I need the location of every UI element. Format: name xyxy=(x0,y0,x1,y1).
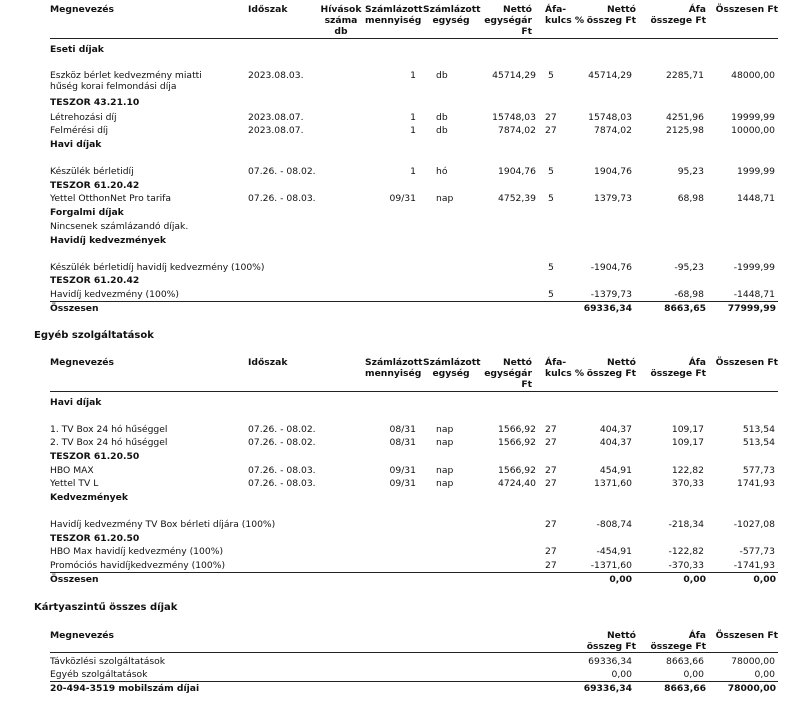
row-name: Havidíj kedvezmény (100%) xyxy=(50,289,179,300)
teszor-code: TESZOR 61.20.42 xyxy=(50,180,140,191)
row-unit-price: 1566,92 xyxy=(498,465,536,476)
row-name: Promóciós havidíjkedvezmény (100%) xyxy=(50,560,226,571)
total-amount: 0,00 xyxy=(753,574,776,585)
group-heading: Havi díjak xyxy=(50,139,102,150)
group-heading: Havi díjak xyxy=(50,397,102,408)
row-total: 19999,99 xyxy=(731,112,775,123)
col-header-total: Összesen Ft xyxy=(715,4,778,15)
row-total: 1999,99 xyxy=(737,166,775,177)
row-total: -1027,08 xyxy=(733,519,775,530)
row-name: Havidíj kedvezmény TV Box bérleti díjára (100%) xyxy=(50,519,276,530)
row-date: 2023.08.03. xyxy=(248,70,304,81)
total-net: 0,00 xyxy=(609,574,632,585)
row-unit-price: 45714,29 xyxy=(492,70,536,81)
total-vat-amount: 8663,65 xyxy=(664,303,706,314)
row-vat-amount: 370,33 xyxy=(671,478,704,489)
row-name: Készülék bérletidíj havidíj kedvezmény (100%) xyxy=(50,262,265,273)
col-header-net: Nettó összeg Ft xyxy=(586,630,636,652)
row-qty: 1 xyxy=(410,112,416,123)
total-vat-amount: 8663,66 xyxy=(664,683,706,694)
row-vat-rate: 5 xyxy=(548,262,554,273)
row-unit-price: 4752,39 xyxy=(498,193,536,204)
row-vat-amount: 2285,71 xyxy=(666,70,704,81)
row-vat-amount: 109,17 xyxy=(671,437,704,448)
row-vat-rate: 27 xyxy=(545,437,557,448)
row-net: -1371,60 xyxy=(590,560,632,571)
row-unit-price: 1904,76 xyxy=(498,166,536,177)
row-qty: 09/31 xyxy=(389,465,416,476)
row-total: 513,54 xyxy=(742,424,775,435)
row-unit-price: 1566,92 xyxy=(498,424,536,435)
header-divider xyxy=(50,38,778,39)
row-name: Egyéb szolgáltatások xyxy=(50,669,148,680)
total-label: Összesen xyxy=(50,574,99,585)
row-date: 07.26. - 08.03. xyxy=(248,465,316,476)
col-header-net: Nettó összeg Ft xyxy=(586,357,636,379)
col-header-unit: Számlázott egység xyxy=(423,4,481,26)
row-name: Távközlési szolgáltatások xyxy=(50,656,166,667)
row-vat-amount: 122,82 xyxy=(671,465,704,476)
col-header-name: Megnevezés xyxy=(50,357,114,368)
row-unit: nap xyxy=(436,465,454,476)
row-total: -577,73 xyxy=(739,546,775,557)
col-header-qty: Számlázott mennyiség xyxy=(365,4,423,26)
row-vat-amount: -95,23 xyxy=(674,262,704,273)
row-name: Készülék bérletidíj xyxy=(50,166,134,177)
empty-note: Nincsenek számlázandó díjak. xyxy=(50,221,189,232)
row-net: 1904,76 xyxy=(594,166,632,177)
row-unit: nap xyxy=(436,478,454,489)
row-vat-amount: -218,34 xyxy=(668,519,704,530)
row-vat-amount: 68,98 xyxy=(677,193,704,204)
row-name: Eszköz bérlet kedvezmény miatti hűség korai felmondási díja xyxy=(50,70,202,92)
row-vat-rate: 5 xyxy=(548,166,554,177)
row-unit: db xyxy=(436,70,448,81)
group-heading: Kedvezmények xyxy=(50,492,129,503)
row-date: 07.26. - 08.02. xyxy=(248,424,316,435)
row-unit: hó xyxy=(436,166,448,177)
teszor-code: TESZOR 61.20.50 xyxy=(50,451,140,462)
col-header-qty: Számlázott mennyiség xyxy=(365,357,423,379)
row-name: 1. TV Box 24 hó hűséggel xyxy=(50,424,168,435)
row-vat-rate: 27 xyxy=(545,112,557,123)
total-amount: 78000,00 xyxy=(727,683,776,694)
col-header-vat-amount: Áfa összege Ft xyxy=(650,357,706,379)
section-title: Kártyaszintű összes díjak xyxy=(34,602,178,613)
row-total: 10000,00 xyxy=(731,125,775,136)
row-total: 1448,71 xyxy=(737,193,775,204)
col-header-name: Megnevezés xyxy=(50,630,114,641)
row-name: Yettel TV L xyxy=(50,478,99,489)
row-total: 577,73 xyxy=(742,465,775,476)
total-net: 69336,34 xyxy=(583,303,632,314)
col-header-period: Időszak xyxy=(248,4,288,15)
row-vat-amount: 4251,96 xyxy=(666,112,704,123)
row-vat-rate: 5 xyxy=(548,70,554,81)
col-header-vat-rate: Áfa- kulcs % xyxy=(545,357,585,379)
row-date: 07.26. - 08.02. xyxy=(248,166,316,177)
row-qty: 08/31 xyxy=(389,437,416,448)
row-net: 7874,02 xyxy=(594,125,632,136)
row-vat-amount: 109,17 xyxy=(671,424,704,435)
teszor-code: TESZOR 43.21.10 xyxy=(50,97,140,108)
section-title: Egyéb szolgáltatások xyxy=(34,330,154,341)
total-net: 69336,34 xyxy=(583,683,632,694)
row-unit-price: 1566,92 xyxy=(498,437,536,448)
col-header-vat-rate: Áfa- kulcs % xyxy=(545,4,585,26)
row-qty: 1 xyxy=(410,70,416,81)
row-total: -1999,99 xyxy=(733,262,775,273)
row-qty: 09/31 xyxy=(389,478,416,489)
row-net: 404,37 xyxy=(599,424,632,435)
total-divider xyxy=(50,301,778,302)
row-net: -808,74 xyxy=(596,519,632,530)
row-net: 69336,34 xyxy=(588,656,632,667)
total-divider xyxy=(50,572,778,573)
total-divider xyxy=(50,681,778,682)
col-header-calls: Hívások száma db xyxy=(320,4,362,37)
col-header-period: Időszak xyxy=(248,357,288,368)
col-header-total: Összesen Ft xyxy=(715,630,778,641)
teszor-code: TESZOR 61.20.50 xyxy=(50,533,140,544)
row-net: -454,91 xyxy=(596,546,632,557)
row-unit: db xyxy=(436,125,448,136)
row-name: Yettel OtthonNet Pro tarifa xyxy=(50,193,172,204)
row-net: 1379,73 xyxy=(594,193,632,204)
row-total: 48000,00 xyxy=(731,70,775,81)
row-date: 07.26. - 08.03. xyxy=(248,478,316,489)
row-qty: 1 xyxy=(410,166,416,177)
row-net: 454,91 xyxy=(599,465,632,476)
row-unit: db xyxy=(436,112,448,123)
row-vat-amount: 95,23 xyxy=(677,166,704,177)
row-name: HBO Max havidíj kedvezmény (100%) xyxy=(50,546,224,557)
row-qty: 09/31 xyxy=(389,193,416,204)
row-unit: nap xyxy=(436,424,454,435)
row-vat-rate: 27 xyxy=(545,560,557,571)
total-vat-amount: 0,00 xyxy=(683,574,706,585)
row-vat-rate: 5 xyxy=(548,193,554,204)
row-total: -1448,71 xyxy=(733,289,775,300)
row-name: Felmérési díj xyxy=(50,125,109,136)
row-net: 15748,03 xyxy=(588,112,632,123)
header-divider xyxy=(50,652,778,653)
col-header-unit-price: Nettó egységár Ft xyxy=(484,357,532,390)
group-heading: Forgalmi díjak xyxy=(50,207,124,218)
teszor-code: TESZOR 61.20.42 xyxy=(50,275,140,286)
total-label: 20-494-3519 mobilszám díjai xyxy=(50,683,200,694)
row-vat-rate: 27 xyxy=(545,465,557,476)
row-vat-rate: 27 xyxy=(545,546,557,557)
row-qty: 08/31 xyxy=(389,424,416,435)
row-total: 78000,00 xyxy=(731,656,775,667)
row-vat-amount: 2125,98 xyxy=(666,125,704,136)
row-date: 2023.08.07. xyxy=(248,112,304,123)
row-net: 1371,60 xyxy=(594,478,632,489)
row-vat-amount: 8663,66 xyxy=(666,656,704,667)
row-name: 2. TV Box 24 hó hűséggel xyxy=(50,437,168,448)
row-vat-amount: -122,82 xyxy=(668,546,704,557)
col-header-total: Összesen Ft xyxy=(715,357,778,368)
row-total: 1741,93 xyxy=(737,478,775,489)
row-vat-rate: 27 xyxy=(545,424,557,435)
row-total: 0,00 xyxy=(754,669,775,680)
col-header-vat-amount: Áfa összege Ft xyxy=(650,630,706,652)
total-label: Összesen xyxy=(50,303,99,314)
col-header-name: Megnevezés xyxy=(50,4,114,15)
group-heading: Havidíj kedvezmények xyxy=(50,235,167,246)
row-qty: 1 xyxy=(410,125,416,136)
row-date: 07.26. - 08.03. xyxy=(248,193,316,204)
row-vat-amount: -370,33 xyxy=(668,560,704,571)
total-amount: 77999,99 xyxy=(727,303,776,314)
row-vat-rate: 5 xyxy=(548,289,554,300)
row-unit-price: 15748,03 xyxy=(492,112,536,123)
header-divider xyxy=(50,391,778,392)
col-header-vat-amount: Áfa összege Ft xyxy=(650,4,706,26)
row-unit: nap xyxy=(436,437,454,448)
row-unit-price: 4724,40 xyxy=(498,478,536,489)
col-header-unit-price: Nettó egységár Ft xyxy=(484,4,532,37)
row-total: -1741,93 xyxy=(733,560,775,571)
col-header-unit: Számlázott egység xyxy=(423,357,481,379)
col-header-net: Nettó összeg Ft xyxy=(586,4,636,26)
row-net: 45714,29 xyxy=(588,70,632,81)
row-vat-rate: 27 xyxy=(545,478,557,489)
row-total: 513,54 xyxy=(742,437,775,448)
row-unit-price: 7874,02 xyxy=(498,125,536,136)
group-heading: Eseti díjak xyxy=(50,44,104,55)
row-unit: nap xyxy=(436,193,454,204)
row-vat-amount: 0,00 xyxy=(683,669,704,680)
row-name: Létrehozási díj xyxy=(50,112,117,123)
row-vat-amount: -68,98 xyxy=(674,289,704,300)
row-date: 07.26. - 08.02. xyxy=(248,437,316,448)
row-net: 0,00 xyxy=(611,669,632,680)
row-name: HBO MAX xyxy=(50,465,94,476)
row-vat-rate: 27 xyxy=(545,519,557,530)
row-net: 404,37 xyxy=(599,437,632,448)
row-date: 2023.08.07. xyxy=(248,125,304,136)
row-vat-rate: 27 xyxy=(545,125,557,136)
row-net: -1379,73 xyxy=(590,289,632,300)
row-net: -1904,76 xyxy=(590,262,632,273)
